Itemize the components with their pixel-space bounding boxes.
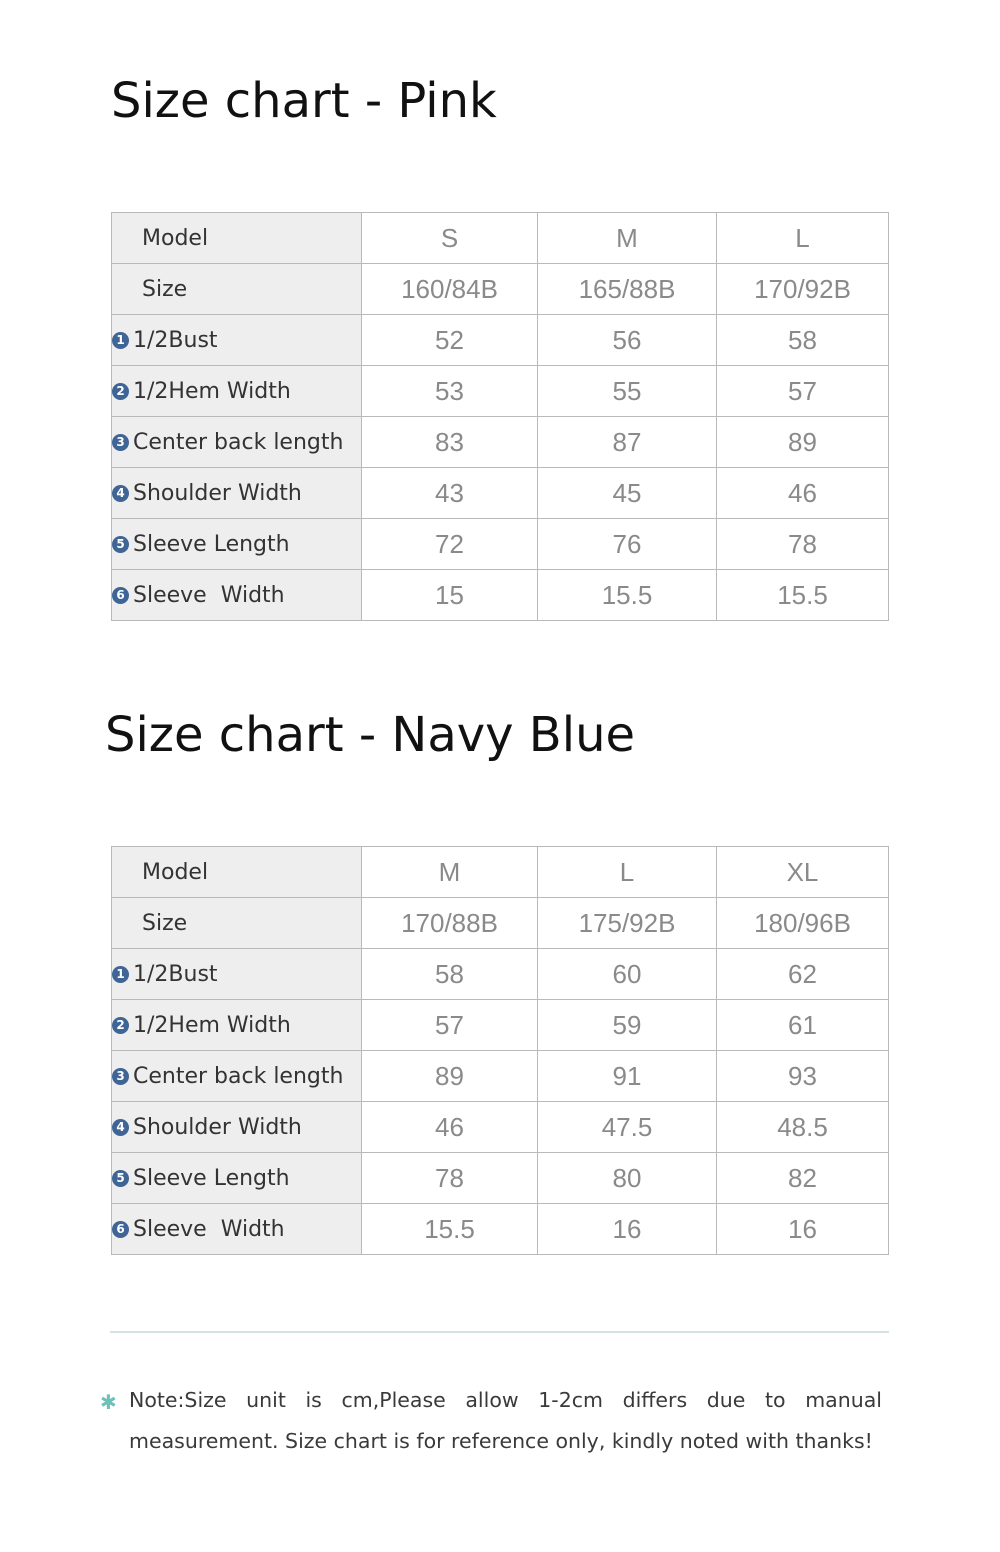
row-label-text: Size xyxy=(142,276,188,302)
table-cell: 78 xyxy=(362,1153,538,1204)
table-cell: 165/88B xyxy=(538,264,717,315)
table-cell: 61 xyxy=(717,1000,889,1051)
table-row xyxy=(112,570,889,621)
table-cell: 48.5 xyxy=(717,1102,889,1153)
table-cell: 47.5 xyxy=(538,1102,717,1153)
table-cell: 15.5 xyxy=(362,1204,538,1255)
table-cell: 91 xyxy=(538,1051,717,1102)
table-cell: 43 xyxy=(362,468,538,519)
table-cell: L xyxy=(538,847,717,898)
number-badge-icon: 5 xyxy=(112,536,129,553)
row-label xyxy=(112,898,362,949)
table-row xyxy=(112,264,889,315)
asterisk-icon: ✱ xyxy=(100,1390,117,1414)
table-row xyxy=(112,898,889,949)
table-cell: 82 xyxy=(717,1153,889,1204)
table-cell: 87 xyxy=(538,417,717,468)
table-row xyxy=(112,1153,889,1204)
table-cell: 16 xyxy=(717,1204,889,1255)
table-cell: 180/96B xyxy=(717,898,889,949)
table-cell: 170/92B xyxy=(717,264,889,315)
table-cell: 58 xyxy=(362,949,538,1000)
row-label xyxy=(112,1102,362,1153)
row-label xyxy=(112,366,362,417)
size-chart-navy-table xyxy=(111,846,889,1255)
number-badge-icon: 6 xyxy=(112,587,129,604)
table-cell: 53 xyxy=(362,366,538,417)
table-cell: 59 xyxy=(538,1000,717,1051)
number-badge-icon: 5 xyxy=(112,1170,129,1187)
table-row xyxy=(112,417,889,468)
number-badge-icon: 1 xyxy=(112,332,129,349)
number-badge-icon: 4 xyxy=(112,1119,129,1136)
table-cell: 15 xyxy=(362,570,538,621)
row-label-text: Model xyxy=(142,859,209,885)
number-badge-icon: 2 xyxy=(112,383,129,400)
row-label-text: Sleeve Length xyxy=(133,531,290,557)
table-row xyxy=(112,1204,889,1255)
table-cell: 89 xyxy=(717,417,889,468)
row-label-text: 1/2Hem Width xyxy=(133,1012,291,1038)
row-label-text: Size xyxy=(142,910,188,936)
table-row xyxy=(112,1000,889,1051)
number-badge-icon: 6 xyxy=(112,1221,129,1238)
table-cell: 46 xyxy=(717,468,889,519)
row-label xyxy=(112,264,362,315)
table-row xyxy=(112,315,889,366)
row-label-text: Center back length xyxy=(133,429,344,455)
row-label xyxy=(112,949,362,1000)
table-cell: 55 xyxy=(538,366,717,417)
row-label-text: Model xyxy=(142,225,209,251)
table-row xyxy=(112,468,889,519)
table-cell: 89 xyxy=(362,1051,538,1102)
row-label xyxy=(112,1153,362,1204)
table-cell: 57 xyxy=(717,366,889,417)
table-row xyxy=(112,1051,889,1102)
row-label xyxy=(112,213,362,264)
table-cell: 46 xyxy=(362,1102,538,1153)
size-chart-navy-title: Size chart - Navy Blue xyxy=(105,707,636,763)
row-label-text: 1/2Hem Width xyxy=(133,378,291,404)
table-cell: 93 xyxy=(717,1051,889,1102)
row-label xyxy=(112,1000,362,1051)
note-text: Note:Size unit is cm,Please allow 1-2cm differs due to manual measurement. Size chart is for reference only, kindly noted with thanks! xyxy=(129,1388,882,1453)
row-label-text: Shoulder Width xyxy=(133,1114,302,1140)
table-cell: 58 xyxy=(717,315,889,366)
number-badge-icon: 1 xyxy=(112,966,129,983)
table-cell: 16 xyxy=(538,1204,717,1255)
table-cell: 80 xyxy=(538,1153,717,1204)
table-cell: 56 xyxy=(538,315,717,366)
table-cell: 45 xyxy=(538,468,717,519)
table-cell: 57 xyxy=(362,1000,538,1051)
table-cell: 15.5 xyxy=(538,570,717,621)
number-badge-icon: 2 xyxy=(112,1017,129,1034)
row-label-text: 1/2Bust xyxy=(133,327,218,353)
table-cell: 62 xyxy=(717,949,889,1000)
table-row xyxy=(112,847,889,898)
row-label-text: Sleeve Length xyxy=(133,1165,290,1191)
row-label-text: Shoulder Width xyxy=(133,480,302,506)
table-row xyxy=(112,949,889,1000)
number-badge-icon: 3 xyxy=(112,1068,129,1085)
table-cell: 83 xyxy=(362,417,538,468)
row-label-text: Sleeve Width xyxy=(133,582,285,608)
table-cell: S xyxy=(362,213,538,264)
row-label xyxy=(112,1051,362,1102)
row-label xyxy=(112,315,362,366)
row-label xyxy=(112,519,362,570)
row-label-text: Sleeve Width xyxy=(133,1216,285,1242)
row-label xyxy=(112,468,362,519)
table-cell: 160/84B xyxy=(362,264,538,315)
table-row xyxy=(112,366,889,417)
size-chart-pink-table xyxy=(111,212,889,621)
size-chart-pink-title: Size chart - Pink xyxy=(111,73,497,129)
table-row xyxy=(112,213,889,264)
number-badge-icon: 3 xyxy=(112,434,129,451)
number-badge-icon: 4 xyxy=(112,485,129,502)
table-row xyxy=(112,1102,889,1153)
table-cell: M xyxy=(538,213,717,264)
table-cell: 78 xyxy=(717,519,889,570)
row-label xyxy=(112,570,362,621)
row-label-text: Center back length xyxy=(133,1063,344,1089)
section-divider xyxy=(110,1331,889,1333)
table-cell: 60 xyxy=(538,949,717,1000)
table-cell: 52 xyxy=(362,315,538,366)
table-cell: 175/92B xyxy=(538,898,717,949)
table-row xyxy=(112,519,889,570)
table-cell: 170/88B xyxy=(362,898,538,949)
table-cell: L xyxy=(717,213,889,264)
row-label-text: 1/2Bust xyxy=(133,961,218,987)
table-cell: M xyxy=(362,847,538,898)
row-label xyxy=(112,1204,362,1255)
table-cell: 15.5 xyxy=(717,570,889,621)
table-cell: XL xyxy=(717,847,889,898)
table-cell: 76 xyxy=(538,519,717,570)
table-cell: 72 xyxy=(362,519,538,570)
row-label xyxy=(112,847,362,898)
row-label xyxy=(112,417,362,468)
